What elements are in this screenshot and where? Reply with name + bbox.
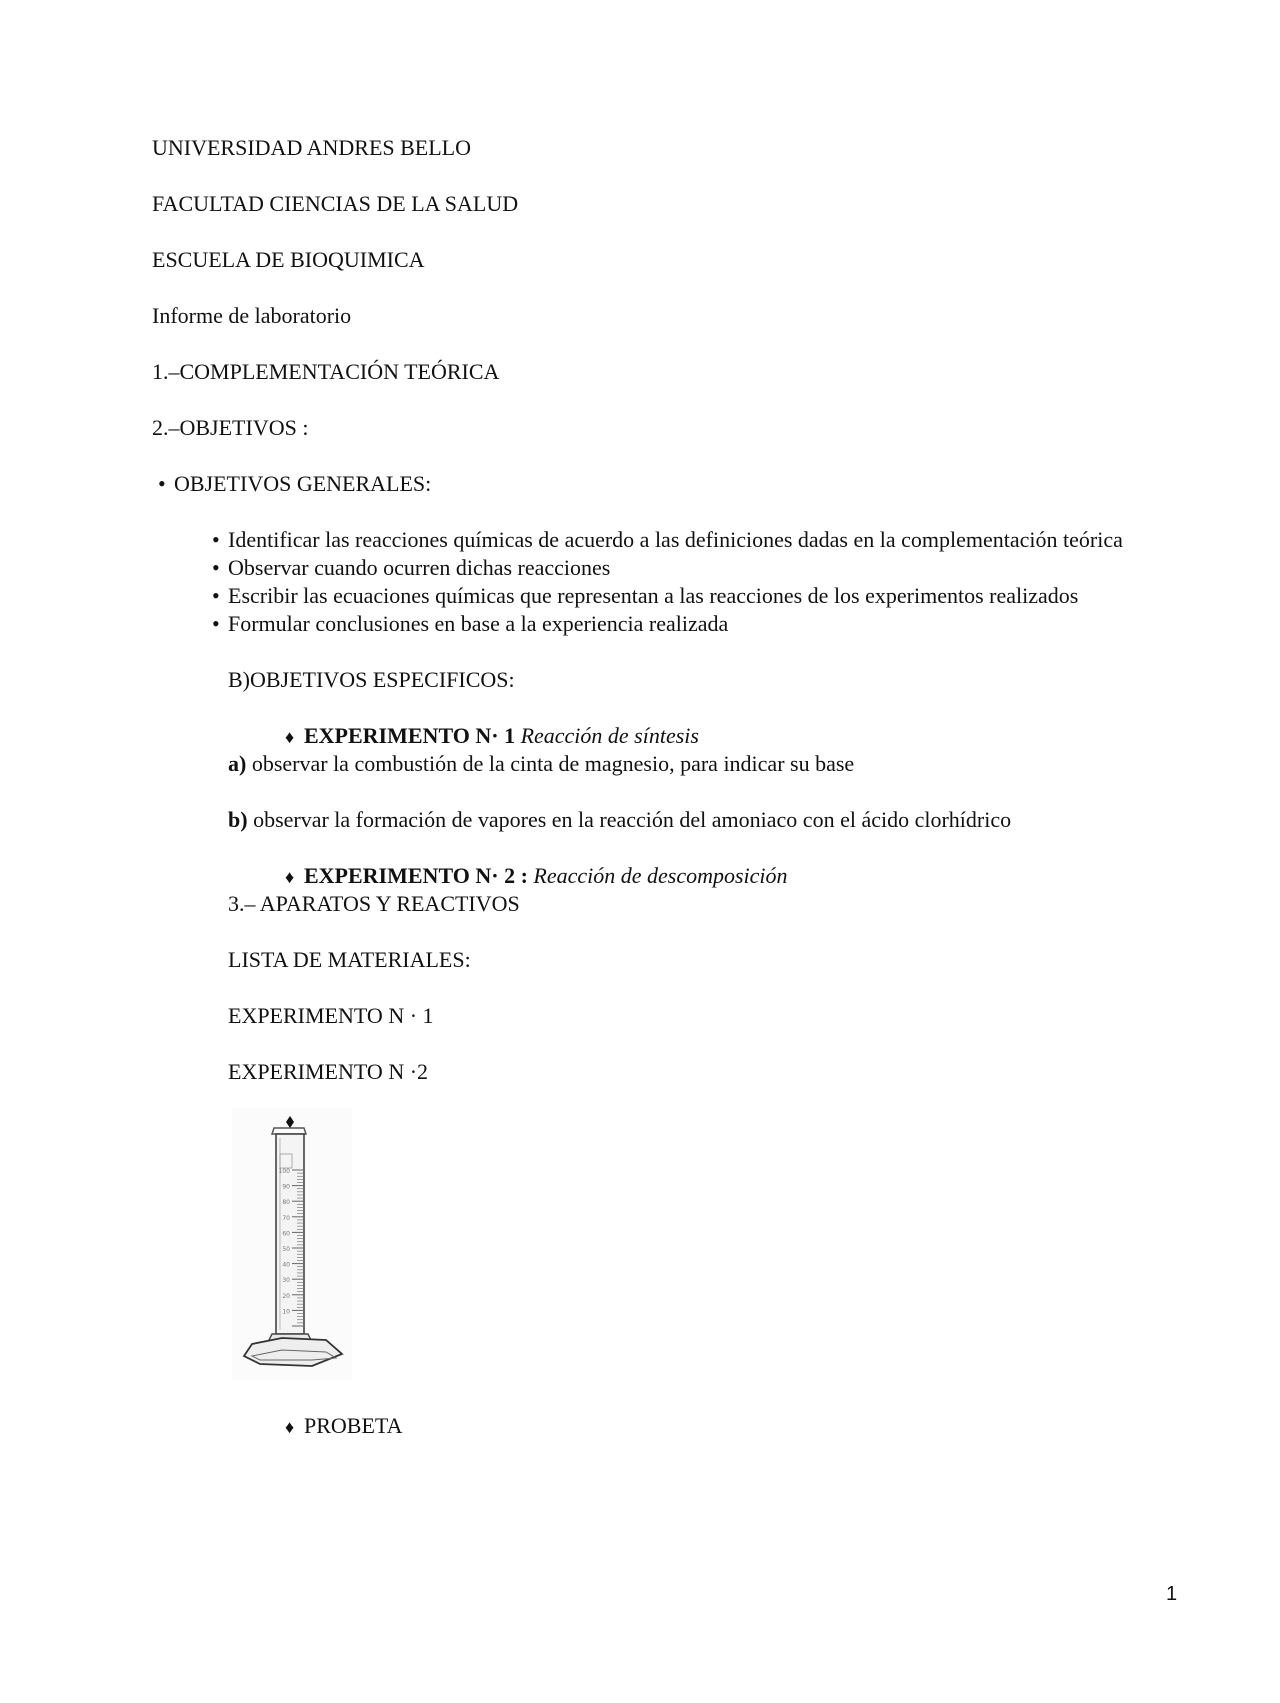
- materials-experiment-1: EXPERIMENTO N · 1: [228, 1003, 434, 1028]
- faculty-name: FACULTAD CIENCIAS DE LA SALUD: [152, 191, 519, 216]
- lista-materiales-heading: LISTA DE MATERIALES:: [228, 947, 471, 972]
- probeta-label: PROBETA: [304, 1413, 403, 1438]
- probeta-item: [285, 1412, 402, 1441]
- experiment-2-label: EXPERIMENTO N· 2 :: [304, 863, 528, 888]
- item-letter: a): [228, 751, 247, 776]
- university-name: UNIVERSIDAD ANDRES BELLO: [152, 135, 471, 160]
- graduation-label: 60: [282, 1230, 290, 1238]
- report-title: Informe de laboratorio: [152, 303, 352, 328]
- item-text: observar la combustión de la cinta de magnesio, para indicar su base: [246, 751, 855, 776]
- item-text: observar la formación de vapores en la reacción del amoniaco con el ácido clorhídrico: [247, 807, 1012, 832]
- general-objective-item: [212, 526, 1123, 554]
- section-aparatos: 3.– APARATOS Y REACTIVOS: [228, 891, 520, 916]
- general-objective-text: Formular conclusiones en base a la experiencia realizada: [228, 611, 729, 636]
- bullet-icon: •: [212, 611, 220, 636]
- experiment-1-subtitle: Reacción de síntesis: [520, 723, 699, 748]
- diamond-bullet-icon: ♦: [285, 867, 295, 887]
- experiment-2-heading: [285, 862, 788, 891]
- objetivos-generales-heading: [158, 470, 431, 498]
- general-objective-text: Identificar las reacciones químicas de acuerdo a las definiciones dadas en la complementación teórica: [228, 527, 1123, 552]
- page-number: 1: [1166, 1583, 1178, 1605]
- general-objective-text: Escribir las ecuaciones químicas que representan a las reacciones de los experimentos realizados: [228, 583, 1079, 608]
- section-complementacion: 1.–COMPLEMENTACIÓN TEÓRICA: [152, 359, 500, 384]
- general-objective-item: [212, 582, 1078, 610]
- experiment-1-item-b: [228, 806, 1011, 834]
- bullet-icon: •: [158, 471, 166, 496]
- general-objective-item: [212, 610, 728, 638]
- bullet-icon: •: [212, 583, 220, 608]
- graduation-label: 70: [282, 1214, 290, 1222]
- experiment-1-heading: [285, 722, 699, 751]
- graduation-label: 90: [282, 1183, 290, 1191]
- graduation-label: 30: [282, 1277, 290, 1285]
- materials-experiment-2: EXPERIMENTO N ·2: [228, 1059, 429, 1084]
- graduation-label: 100: [278, 1168, 290, 1175]
- section-objetivos: 2.–OBJETIVOS :: [152, 415, 309, 440]
- diamond-bullet-icon: ♦: [285, 1417, 295, 1437]
- graduation-label: 80: [282, 1199, 290, 1207]
- objetivos-especificos-heading: B)OBJETIVOS ESPECIFICOS:: [228, 667, 515, 692]
- bullet-icon: •: [212, 555, 220, 580]
- school-name: ESCUELA DE BIOQUIMICA: [152, 247, 425, 272]
- bullet-icon: •: [212, 527, 220, 552]
- graduation-label: 50: [282, 1246, 290, 1253]
- general-objective-item: [212, 554, 610, 582]
- graduated-cylinder-icon: [232, 1108, 352, 1380]
- graduated-cylinder-figure: [232, 1108, 352, 1380]
- experiment-2-subtitle: Reacción de descomposición: [533, 863, 788, 888]
- item-letter: b): [228, 807, 248, 832]
- graduation-label: 10: [282, 1308, 290, 1316]
- experiment-1-label: EXPERIMENTO N· 1: [304, 723, 516, 748]
- objetivos-generales-label: OBJETIVOS GENERALES:: [174, 471, 432, 496]
- experiment-1-item-a: [228, 750, 854, 778]
- graduation-label: 40: [282, 1261, 290, 1269]
- general-objective-text: Observar cuando ocurren dichas reacciones: [228, 555, 611, 580]
- diamond-bullet-icon: ♦: [285, 727, 295, 747]
- graduation-label: 20: [282, 1292, 290, 1300]
